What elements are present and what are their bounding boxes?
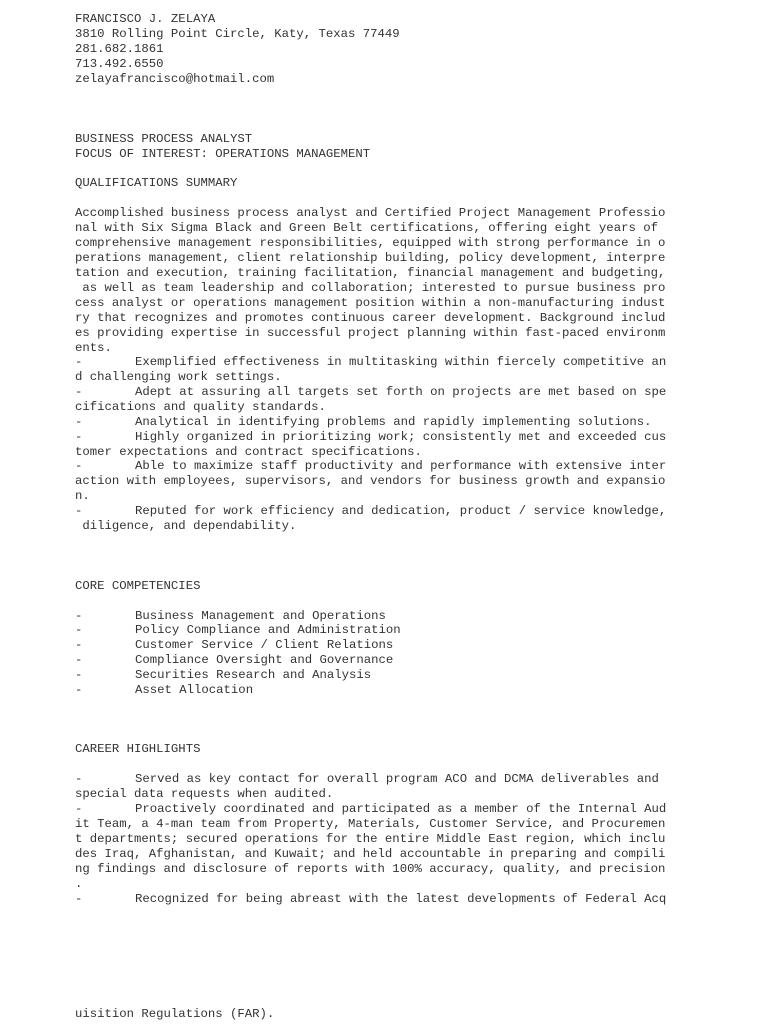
summary-line: es providing expertise in successful project planning within fast-paced environm: [75, 326, 666, 340]
bullet-text: Able to maximize staff productivity and performance with extensive inter: [135, 459, 667, 473]
bullet-text: Proactively coordinated and participated as a member of the Internal Aud: [135, 802, 667, 816]
qualification-bullet: [75, 459, 666, 474]
phone-primary: 281.682.1861: [75, 42, 164, 56]
competency-item: [75, 609, 386, 624]
bullet-continuation: it Team, a 4-man team from Property, Materials, Customer Service, and Procuremen: [75, 817, 666, 831]
phone-secondary: 713.492.6550: [75, 57, 164, 71]
bullet-continuation: special data requests when audited.: [75, 787, 334, 801]
summary-line: tation and execution, training facilitation, financial management and budgeting,: [75, 266, 666, 280]
focus-of-interest: FOCUS OF INTEREST: OPERATIONS MANAGEMENT: [75, 147, 371, 161]
career-bullet: [75, 802, 666, 817]
bullet-continuation: ng findings and disclosure of reports with 100% accuracy, quality, and precision: [75, 862, 666, 876]
competency-item: [75, 653, 393, 668]
job-title: BUSINESS PROCESS ANALYST: [75, 132, 253, 146]
qualification-bullet: [75, 504, 666, 519]
bullet-dash: -: [75, 802, 83, 816]
address: 3810 Rolling Point Circle, Katy, Texas 77449: [75, 27, 400, 41]
email: zelayafrancisco@hotmail.com: [75, 72, 275, 86]
page-break-continuation: uisition Regulations (FAR).: [75, 1007, 275, 1021]
bullet-text: Recognized for being abreast with the latest developments of Federal Acq: [135, 892, 667, 906]
summary-line: as well as team leadership and collaboration; interested to pursue business pro: [75, 281, 666, 295]
bullet-text: Served as key contact for overall program ACO and DCMA deliverables and: [135, 772, 659, 786]
summary-line: comprehensive management responsibilities, equipped with strong performance in o: [75, 236, 666, 250]
bullet-dash: -: [75, 385, 83, 399]
competency-item: [75, 683, 253, 698]
summary-line: Accomplished business process analyst and Certified Project Management Professio: [75, 206, 666, 220]
bullet-dash: -: [75, 459, 83, 473]
summary-line: perations management, client relationship building, policy development, interpre: [75, 251, 666, 265]
bullet-dash: -: [75, 415, 83, 429]
qualification-bullet: [75, 415, 652, 430]
bullet-text: Exemplified effectiveness in multitasking within fiercely competitive an: [135, 355, 667, 369]
bullet-continuation: d challenging work settings.: [75, 370, 282, 384]
qualification-bullet: [75, 355, 666, 370]
competency-text: Compliance Oversight and Governance: [135, 653, 394, 667]
bullet-dash: -: [75, 609, 83, 623]
bullet-text: Reputed for work efficiency and dedication, product / service knowledge,: [135, 504, 667, 518]
competency-text: Asset Allocation: [135, 683, 254, 697]
bullet-dash: -: [75, 683, 83, 697]
qualifications-heading: QUALIFICATIONS SUMMARY: [75, 176, 238, 190]
summary-line: ents.: [75, 341, 112, 355]
bullet-continuation: des Iraq, Afghanistan, and Kuwait; and held accountable in preparing and compili: [75, 847, 666, 861]
competency-text: Policy Compliance and Administration: [135, 623, 401, 637]
competencies-heading: CORE COMPETENCIES: [75, 579, 201, 593]
bullet-dash: -: [75, 504, 83, 518]
bullet-text: Adept at assuring all targets set forth on projects are met based on spe: [135, 385, 667, 399]
bullet-dash: -: [75, 355, 83, 369]
competency-item: [75, 623, 401, 638]
bullet-continuation: .: [75, 877, 83, 891]
bullet-continuation: n.: [75, 489, 90, 503]
qualification-bullet: [75, 430, 666, 445]
bullet-dash: -: [75, 638, 83, 652]
bullet-continuation: diligence, and dependability.: [75, 519, 297, 533]
competency-item: [75, 668, 371, 683]
bullet-text: Highly organized in prioritizing work; consistently met and exceeded cus: [135, 430, 667, 444]
career-heading: CAREER HIGHLIGHTS: [75, 742, 201, 756]
bullet-dash: -: [75, 772, 83, 786]
summary-line: ry that recognizes and promotes continuous career development. Background includ: [75, 311, 666, 325]
bullet-dash: -: [75, 892, 83, 906]
candidate-name: FRANCISCO J. ZELAYA: [75, 12, 216, 26]
bullet-continuation: cifications and quality standards.: [75, 400, 326, 414]
summary-line: nal with Six Sigma Black and Green Belt certifications, offering eight years of: [75, 221, 658, 235]
bullet-dash: -: [75, 653, 83, 667]
bullet-dash: -: [75, 430, 83, 444]
bullet-continuation: tomer expectations and contract specifications.: [75, 445, 422, 459]
bullet-text: Analytical in identifying problems and rapidly implementing solutions.: [135, 415, 652, 429]
competency-item: [75, 638, 393, 653]
summary-line: cess analyst or operations management position within a non-manufacturing indust: [75, 296, 666, 310]
bullet-dash: -: [75, 623, 83, 637]
qualification-bullet: [75, 385, 666, 400]
competency-text: Securities Research and Analysis: [135, 668, 372, 682]
competency-text: Business Management and Operations: [135, 609, 386, 623]
bullet-continuation: t departments; secured operations for the entire Middle East region, which inclu: [75, 832, 666, 846]
bullet-continuation: action with employees, supervisors, and vendors for business growth and expansio: [75, 474, 666, 488]
career-bullet: [75, 772, 659, 787]
competency-text: Customer Service / Client Relations: [135, 638, 394, 652]
bullet-dash: -: [75, 668, 83, 682]
career-bullet: [75, 892, 666, 907]
